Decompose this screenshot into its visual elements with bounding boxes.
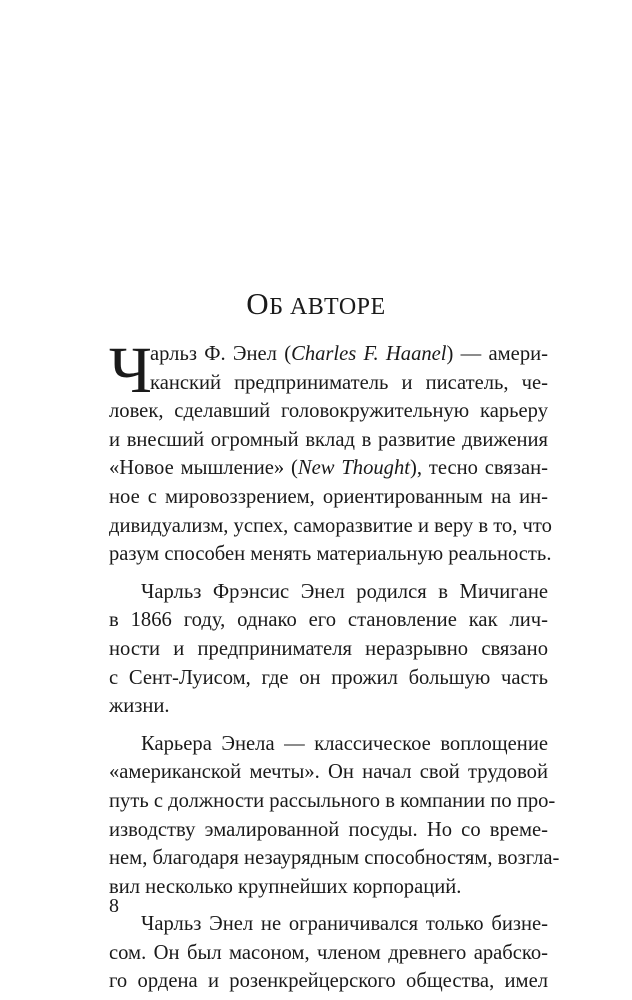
text-line: жизни. [109,695,170,718]
text-line: канский предприниматель и писатель, че- [150,371,548,394]
text-line: ловек, сделавший головокружительную карьеру [109,400,548,423]
heading-first-letter: О [246,286,270,321]
text-line: го ордена и розенкрейцерского общества, имел [109,970,548,993]
paragraph-3 [109,730,560,902]
heading-rest: Б АВТОРЕ [269,294,386,320]
text-line: сом. Он был масоном, членом древнего арабско- [109,941,548,964]
text-line: путь с должности рассыльного в компании по про- [109,789,556,812]
text-line: ности и предпринимателя неразрывно связано [109,637,548,660]
text-line: нем, благодаря незаурядным способностям, возгла- [109,847,560,870]
text-line: «американской мечты». Он начал свой трудовой [109,761,548,784]
chapter-heading [0,286,632,322]
body-text [109,334,560,996]
text-line: арльз Ф. Энел (Charles F. Haanel) — амери- [150,343,548,365]
drop-cap-letter: Ч [109,334,152,407]
paragraph-4 [109,910,548,996]
text-line: в 1866 году, однако его становление как лич- [109,609,548,632]
text-line: дивидуализм, успех, саморазвитие и веру в то, что [109,514,552,537]
paragraph-2 [109,578,548,721]
text-line: с Сент-Луисом, где он прожил большую часть [109,666,548,689]
page-number: 8 [109,895,119,917]
text-line: Чарльз Фрэнсис Энел родился в Мичигане [141,580,548,603]
text-line: разум способен менять материальную реальность. [109,543,552,566]
text-line: Чарльз Энел не ограничивался только бизне- [141,913,548,936]
text-line: изводству эмалированной посуды. Но со време- [109,818,548,841]
text-line: Карьера Энела — классическое воплощение [141,732,548,755]
text-line: «Новое мышление» (New Thought), тесно связан- [109,457,549,480]
text-line: и внесший огромный вклад в развитие движения [109,428,548,451]
text-line: ное с мировоззрением, ориентированным на ин- [109,485,548,508]
text-line: вил несколько крупнейших корпораций. [109,875,462,898]
paragraph-1 [109,334,552,569]
